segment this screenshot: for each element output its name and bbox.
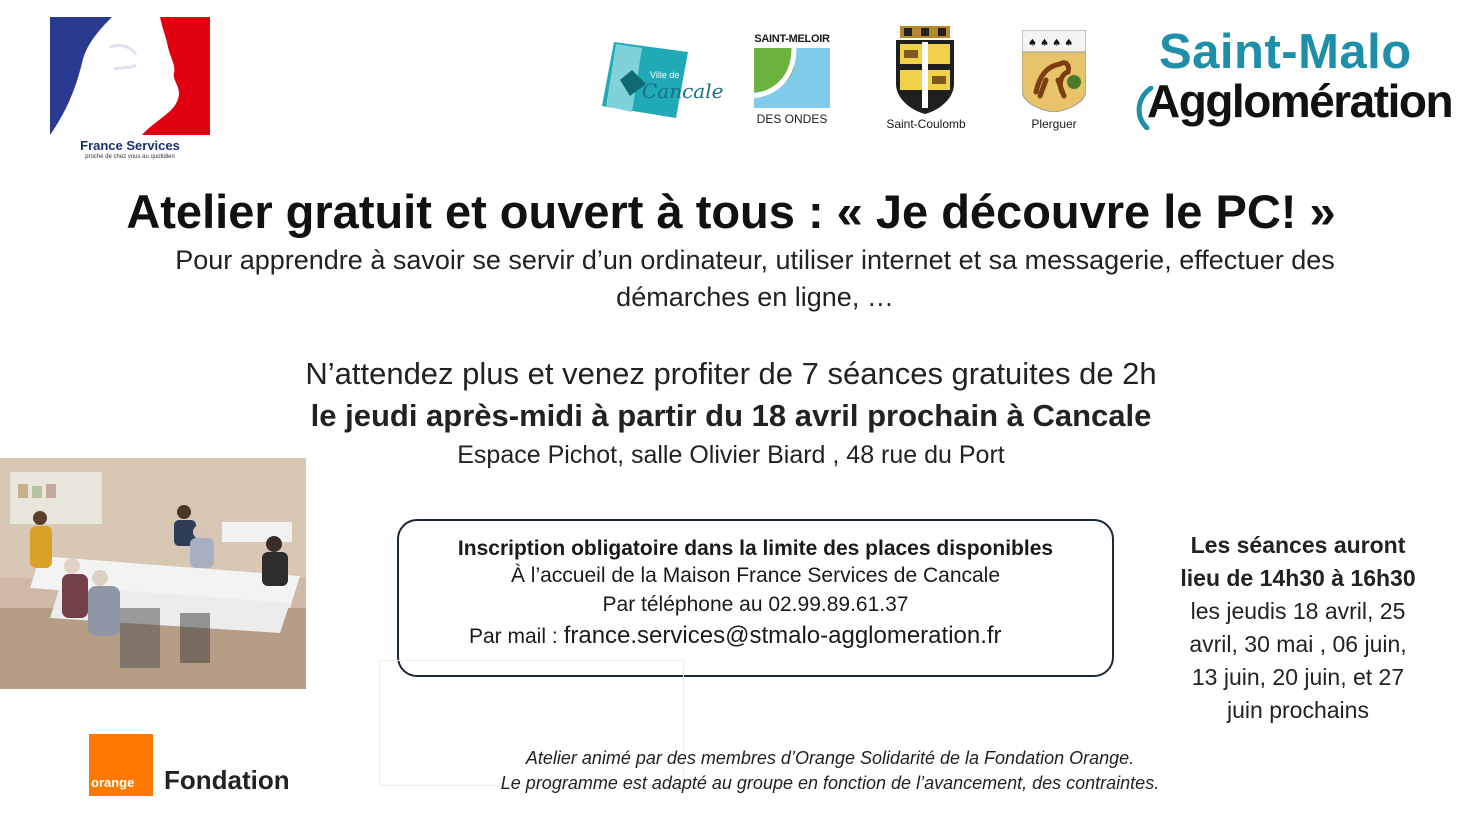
schedule-line-1: Les séances auront	[1190, 532, 1406, 558]
inscription-mail-row	[469, 622, 1002, 650]
cancale-logo-line2: Cancale	[642, 79, 724, 103]
plerguer-logo	[1018, 30, 1090, 134]
saint-meloir-bottom: DES ONDES	[756, 112, 828, 126]
cancale-emblem	[602, 40, 724, 120]
schedule-block	[1152, 529, 1444, 727]
workshop-photo	[0, 458, 306, 689]
schedule-line-4: avril, 30 mai , 06 juin,	[1189, 631, 1407, 657]
schedule-line-6: juin prochains	[1227, 697, 1369, 723]
invite-text: N’attendez plus et venez profiter de 7 séances gratuites de 2h	[305, 356, 1157, 391]
saint-meloir-top: SAINT-MELOIR	[754, 33, 830, 45]
footer-note	[400, 746, 1260, 796]
agglo-swoosh-icon	[1133, 86, 1155, 130]
orange-logo	[89, 734, 153, 796]
intro-text: Pour apprendre à savoir se servir d’un ordinateur, utiliser internet et sa messagerie, effectuer des démarches en ligne, …	[175, 245, 1335, 312]
schedule-line-5: 13 juin, 20 juin, et 27	[1191, 664, 1405, 690]
footer-line-2: Le programme est adapté au groupe en fonction de l’avancement, des contraintes.	[500, 773, 1160, 793]
agglomeration-wordmark: Agglomération	[1147, 75, 1453, 127]
france-services-tagline: proche de chez vous au quotidien	[85, 154, 175, 160]
when-text: le jeudi après-midi à partir du 18 avril prochain à Cancale	[310, 398, 1152, 433]
fondation-wordmark: Fondation	[164, 765, 290, 795]
mail-address-link[interactable]: france.services@stmalo-agglomeration.fr	[563, 622, 1002, 649]
plerguer-crest-icon	[1022, 30, 1086, 112]
saint-meloir-emblem	[754, 48, 830, 108]
schedule-line-3: les jeudis 18 avril, 25	[1190, 598, 1406, 624]
where-text: Espace Pichot, salle Olivier Biard , 48 rue du Port	[457, 441, 1005, 469]
saint-coulomb-logo	[876, 26, 976, 134]
mail-label: Par mail :	[469, 625, 558, 648]
saint-coulomb-crest-icon	[892, 26, 958, 114]
inscription-accueil: À l’accueil de la Maison France Services de Cancale	[510, 564, 1001, 587]
saint-meloir-logo	[752, 30, 832, 130]
orange-badge-text: orange	[91, 775, 135, 790]
france-services-name: France Services	[80, 138, 180, 153]
cancale-logo-line1: Ville de	[650, 70, 680, 80]
inscription-phone: Par téléphone au 02.99.89.61.37	[602, 593, 909, 616]
saint-malo-wordmark: Saint-Malo	[1159, 25, 1412, 79]
saint-malo-agglomeration-logo	[1133, 24, 1453, 134]
svg-text:♠ ♠ ♠ ♠: ♠ ♠ ♠ ♠	[1028, 38, 1074, 49]
page-title: Atelier gratuit et ouvert à tous : « Je découvre le PC! »	[126, 185, 1336, 238]
cancale-logo	[602, 40, 724, 120]
inscription-box	[397, 519, 1114, 677]
footer-line-1: Atelier animé par des membres d’Orange Solidarité de la Fondation Orange.	[525, 748, 1135, 768]
france-services-logo	[50, 17, 210, 175]
saint-coulomb-caption: Saint-Coulomb	[886, 117, 966, 131]
schedule-line-2: lieu de 14h30 à 16h30	[1180, 565, 1416, 591]
plerguer-caption: Plerguer	[1031, 117, 1077, 131]
inscription-heading: Inscription obligatoire dans la limite des places disponibles	[457, 537, 1054, 560]
marianne-emblem	[50, 17, 210, 135]
